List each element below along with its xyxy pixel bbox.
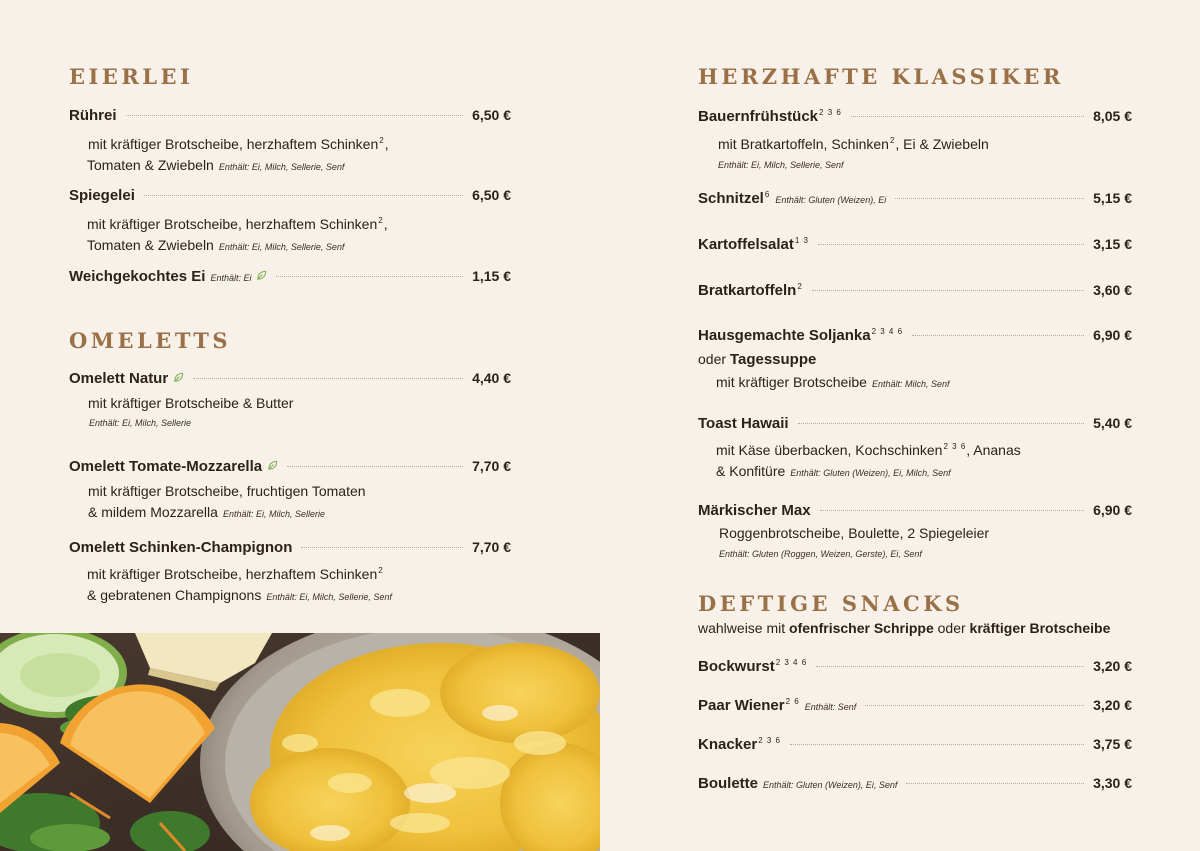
menu-item-toast-hawaii [698,415,1132,484]
allergen-info: Enthält: Gluten (Weizen), Ei, Milch, Senf [790,468,951,478]
section-title-deftige-snacks: DEFTIGE SNACKS [698,591,964,616]
dot-leader [193,378,463,379]
allergen-info: Enthält: Ei, Milch, Sellerie, Senf [266,592,392,602]
dot-leader [812,290,1084,291]
item-alternative: oder Tagessuppe [698,351,817,368]
dot-leader [816,666,1084,667]
allergen-info: Enthält: Senf [804,702,857,712]
dot-leader [912,335,1084,336]
item-name: Knacker$^{2 3 6}$ [698,736,781,753]
item-description-2: Tomaten & Zwiebeln Enthält: Ei, Milch, Sellerie, Senf [87,237,345,253]
item-price: 3,30 € [1093,775,1132,791]
menu-item-omelett-natur [69,370,511,432]
dot-leader [895,198,1084,199]
dot-leader [144,195,463,196]
item-description: mit kräftiger Brotscheibe Enthält: Milch, Senf [716,374,950,390]
menu-item-ruehrei [69,107,511,178]
dot-leader [851,116,1084,117]
section-subtitle: wahlweise mit ofenfrischer Schrippe oder kräftiger Brotscheibe [698,620,1111,636]
item-description: Roggenbrotscheibe, Boulette, 2 Spiegeleier [719,525,990,541]
item-price: 3,20 € [1093,697,1132,713]
item-name: Hausgemachte Soljanka$^{2 3 4 6}$ [698,327,904,344]
item-price: 8,05 € [1093,108,1132,124]
dot-leader [276,276,463,277]
allergen-info: Enthält: Gluten (Weizen), Ei [775,195,887,205]
item-price: 3,60 € [1093,282,1132,298]
menu-item-omelett-tomate-mozzarella [69,458,511,525]
item-price: 3,20 € [1093,658,1132,674]
food-photo [0,633,600,851]
leaf-icon [267,460,278,471]
allergen-info: Enthält: Ei, Milch, Sellerie [222,509,325,519]
item-name: Omelett Schinken-Champignon [69,539,293,556]
allergen-info: Enthält: Ei [210,273,252,283]
menu-item-boulette [698,775,1132,795]
item-description: mit Bratkartoffeln, Schinken$^2$, Ei & Zwiebeln [718,136,989,152]
item-name: Omelett Natur [69,370,169,387]
item-name: Omelett Tomate-Mozzarella [69,458,263,475]
item-price: 5,40 € [1093,415,1132,431]
item-price: 3,75 € [1093,736,1132,752]
item-description-2: & mildem Mozzarella Enthält: Ei, Milch, Sellerie [88,504,325,520]
item-name: Spiegelei [69,187,135,204]
section-title-omeletts: OMELETTS [69,328,231,353]
item-name: Kartoffelsalat$^{1 3}$ [698,236,809,253]
item-description: mit kräftiger Brotscheibe, herzhaftem Schinken$^2$, [87,216,388,232]
item-description-2: & gebratenen Champignons Enthält: Ei, Milch, Sellerie, Senf [87,587,392,603]
item-price: 3,15 € [1093,236,1132,252]
menu-item-schnitzel [698,190,1132,210]
item-description-2: Tomaten & Zwiebeln Enthält: Ei, Milch, Sellerie, Senf [87,157,345,173]
item-name: Weichgekochtes Ei [69,268,206,285]
menu-item-weichgekochtes-ei [69,268,511,288]
menu-item-omelett-schinken-champignon [69,539,511,608]
menu-item-soljanka [698,327,1132,395]
item-name: Boulette [698,775,758,792]
leaf-icon [256,270,267,281]
allergen-info: Enthält: Milch, Senf [871,379,950,389]
dot-leader [790,744,1084,745]
item-price: 1,15 € [472,268,511,284]
item-description: mit kräftiger Brotscheibe, fruchtigen Tomaten [88,483,366,499]
item-name: Bockwurst$^{2 3 4 6}$ [698,658,808,675]
item-price: 6,90 € [1093,502,1132,518]
item-name: Schnitzel$^6$ [698,190,771,207]
item-price: 5,15 € [1093,190,1132,206]
dot-leader [798,423,1084,424]
item-description: mit kräftiger Brotscheibe, herzhaftem Schinken$^2$ [87,566,384,582]
item-price: 6,50 € [472,187,511,203]
dot-leader [126,115,464,116]
scrambled-eggs-illustration [0,633,600,851]
menu-item-kartoffelsalat [698,236,1132,256]
item-description: mit Käse überbacken, Kochschinken$^{2 3 6}$, Ananas [716,442,1021,458]
section-title-herzhafte-klassiker: HERZHAFTE KLASSIKER [698,64,1064,89]
item-name: Toast Hawaii [698,415,789,432]
menu-item-bratkartoffeln [698,282,1132,302]
item-price: 7,70 € [472,458,511,474]
dot-leader [820,510,1085,511]
item-name: Rührei [69,107,117,124]
item-name: Paar Wiener$^{2 6}$ [698,697,800,714]
menu-item-knacker [698,736,1132,756]
item-price: 6,90 € [1093,327,1132,343]
item-name: Bauernfrühstück$^{2 3 6}$ [698,108,842,125]
allergen-info: Enthält: Ei, Milch, Sellerie [89,418,192,428]
item-price: 4,40 € [472,370,511,386]
allergen-info: Enthält: Ei, Milch, Sellerie, Senf [218,162,345,172]
section-title-eierlei: EIERLEI [69,64,194,89]
dot-leader [818,244,1084,245]
dot-leader [287,466,463,467]
dot-leader [301,547,463,548]
menu-item-maerkischer-max [698,502,1132,563]
item-name: Bratkartoffeln$^2$ [698,282,803,299]
allergen-info: Enthält: Ei, Milch, Sellerie, Senf [218,242,345,252]
item-description-2: & Konfitüre Enthält: Gluten (Weizen), Ei, Milch, Senf [716,463,951,479]
allergen-info: Enthält: Gluten (Weizen), Ei, Senf [763,780,898,790]
item-price: 7,70 € [472,539,511,555]
menu-item-spiegelei [69,187,511,258]
leaf-icon [173,372,184,383]
allergen-info: Enthält: Ei, Milch, Sellerie, Senf [718,160,844,170]
menu-item-paar-wiener [698,697,1132,717]
menu-item-bockwurst [698,658,1132,678]
dot-leader [906,783,1084,784]
item-description: mit kräftiger Brotscheibe & Butter [88,395,294,411]
item-name: Märkischer Max [698,502,811,519]
dot-leader [865,705,1084,706]
item-price: 6,50 € [472,107,511,123]
allergen-info: Enthält: Gluten (Roggen, Weizen, Gerste), Ei, Senf [719,549,922,559]
item-description: mit kräftiger Brotscheibe, herzhaftem Schinken$^2$, [88,136,389,152]
menu-item-bauernfruehstueck [698,108,1132,174]
